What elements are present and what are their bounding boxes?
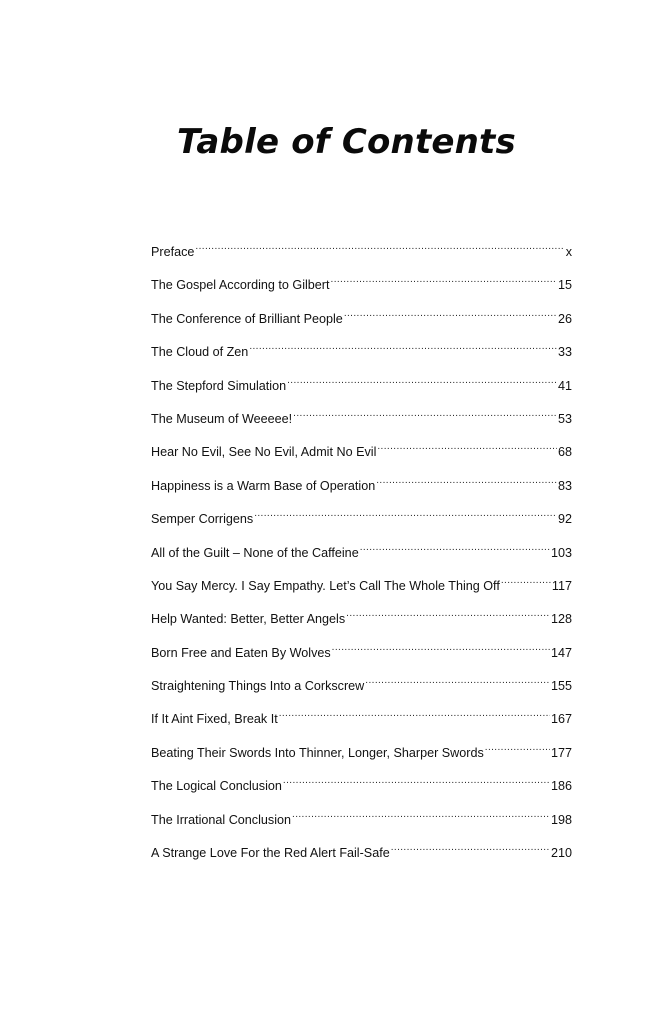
toc-entry-page: 92 bbox=[557, 512, 572, 527]
toc-entry bbox=[151, 509, 572, 542]
toc-entry-page: 15 bbox=[557, 278, 572, 293]
toc-entry-page: 26 bbox=[557, 311, 572, 326]
toc-entry bbox=[151, 609, 572, 642]
toc-entry-page: 147 bbox=[550, 645, 572, 660]
toc-entry-page: 177 bbox=[550, 745, 572, 760]
dot-leader bbox=[360, 543, 550, 557]
toc-entry-page: x bbox=[565, 245, 572, 259]
dot-leader bbox=[501, 576, 551, 590]
toc-entry bbox=[151, 242, 572, 275]
toc-entry-title: Hear No Evil, See No Evil, Admit No Evil bbox=[151, 445, 377, 460]
toc-entry-title: The Stepford Simulation bbox=[151, 378, 287, 393]
toc-entry-page: 128 bbox=[550, 612, 572, 627]
toc-entry-page: 210 bbox=[550, 846, 572, 861]
toc-entry-title: A Strange Love For the Red Alert Fail-Safe bbox=[151, 846, 390, 861]
toc-entry bbox=[151, 442, 572, 475]
dot-leader bbox=[195, 242, 564, 256]
toc-entry-page: 167 bbox=[550, 712, 572, 727]
toc-entry-title: Preface bbox=[151, 245, 195, 259]
toc-entry-title: All of the Guilt – None of the Caffeine bbox=[151, 545, 359, 560]
toc-entry-page: 155 bbox=[550, 679, 572, 694]
dot-leader bbox=[377, 442, 557, 456]
toc-entry-page: 68 bbox=[557, 445, 572, 460]
dot-leader bbox=[279, 709, 550, 723]
toc-entry-title: The Museum of Weeeee! bbox=[151, 411, 293, 426]
toc-entry-title: The Logical Conclusion bbox=[151, 779, 282, 794]
toc-entry bbox=[151, 643, 572, 676]
toc-entry bbox=[151, 409, 572, 442]
toc-entry bbox=[151, 342, 572, 375]
toc-entry-title: Beating Their Swords Into Thinner, Longer, Sharper Swords bbox=[151, 745, 484, 760]
dot-leader bbox=[254, 509, 557, 523]
dot-leader bbox=[249, 342, 557, 356]
toc-entry-title: If It Aint Fixed, Break It bbox=[151, 712, 278, 727]
toc-entry-title: Born Free and Eaten By Wolves bbox=[151, 645, 331, 660]
dot-leader bbox=[391, 843, 550, 857]
dot-leader bbox=[376, 476, 557, 490]
toc-entry bbox=[151, 309, 572, 342]
toc-entry-title: You Say Mercy. I Say Empathy. Let’s Call The Whole Thing Off bbox=[151, 578, 500, 593]
toc-entry-page: 53 bbox=[557, 411, 572, 426]
toc-entry-title: Semper Corrigens bbox=[151, 512, 254, 527]
toc-entry-title: Help Wanted: Better, Better Angels bbox=[151, 612, 346, 627]
dot-leader bbox=[365, 676, 550, 690]
toc-entry bbox=[151, 743, 572, 776]
dot-leader bbox=[292, 810, 550, 824]
page-title: Table of Contents bbox=[177, 122, 516, 162]
toc-entry bbox=[151, 843, 572, 876]
dot-leader bbox=[287, 376, 557, 390]
toc-entry-title: The Cloud of Zen bbox=[151, 345, 249, 360]
toc-entry bbox=[151, 576, 572, 609]
dot-leader bbox=[344, 309, 557, 323]
toc-entry-page: 83 bbox=[557, 478, 572, 493]
toc-entry bbox=[151, 776, 572, 809]
toc-entry-page: 41 bbox=[557, 378, 572, 393]
toc-entry-title: The Gospel According to Gilbert bbox=[151, 278, 330, 293]
toc-entry-title: Happiness is a Warm Base of Operation bbox=[151, 478, 376, 493]
dot-leader bbox=[293, 409, 557, 423]
toc-entry bbox=[151, 543, 572, 576]
toc-entry-page: 186 bbox=[550, 779, 572, 794]
toc-entry-page: 103 bbox=[550, 545, 572, 560]
toc-entry-title: The Irrational Conclusion bbox=[151, 812, 292, 827]
toc-entry bbox=[151, 709, 572, 742]
toc-entry bbox=[151, 676, 572, 709]
toc-entry-page: 117 bbox=[551, 578, 572, 593]
toc-list bbox=[151, 242, 572, 876]
toc-entry bbox=[151, 476, 572, 509]
toc-entry bbox=[151, 810, 572, 843]
toc-entry bbox=[151, 376, 572, 409]
dot-leader bbox=[283, 776, 550, 790]
dot-leader bbox=[485, 743, 550, 757]
toc-entry bbox=[151, 275, 572, 308]
toc-entry-page: 33 bbox=[557, 345, 572, 360]
toc-entry-page: 198 bbox=[550, 812, 572, 827]
dot-leader bbox=[332, 643, 550, 657]
dot-leader bbox=[346, 609, 550, 623]
toc-entry-title: The Conference of Brilliant People bbox=[151, 311, 343, 326]
dot-leader bbox=[331, 275, 557, 289]
toc-entry-title: Straightening Things Into a Corkscrew bbox=[151, 679, 365, 694]
